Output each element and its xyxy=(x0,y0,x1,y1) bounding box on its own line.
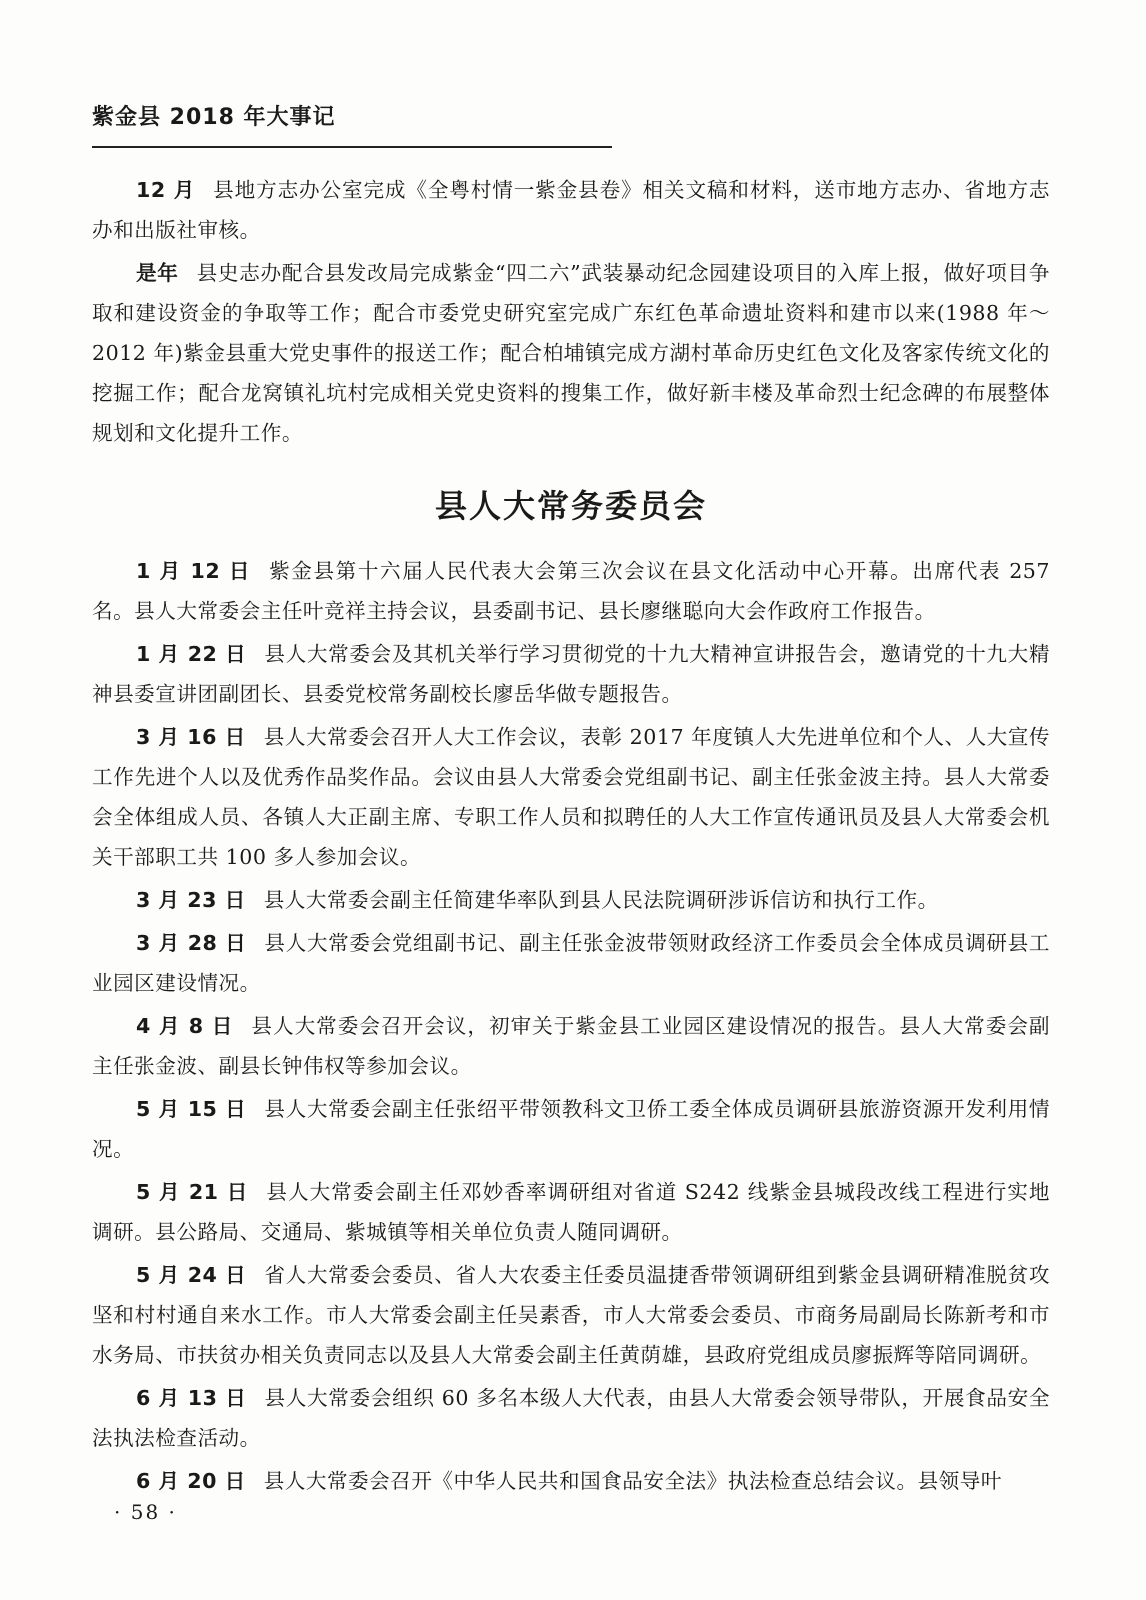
entry-paragraph xyxy=(92,253,1050,453)
entry-text: 县史志办配合县发改局完成紫金“四二六”武装暴动纪念园建设项目的入库上报，做好项目争取和建设资金的争取等工作；配合市委党史研究室完成广东红色革命遗址资料和建市以来(1988 年～2012 年)紫金县重大党史事件的报送工作；配合柏埔镇完成方湖村革命历史红色文化及客家传统文化的挖掘工作；配合龙窝镇礼坑村完成相关党史资料的搜集工作，做好新丰楼及革命烈士纪念碑的布展整体规划和文化提升工作。 xyxy=(92,261,1050,445)
entry-text: 县人大常委会组织 60 多名本级人大代表，由县人大常委会领导带队，开展食品安全法执法检查活动。 xyxy=(92,1386,1051,1450)
entry-date: 3 月 28 日 xyxy=(136,931,247,955)
entry-date: 5 月 21 日 xyxy=(136,1180,249,1204)
entry-paragraph xyxy=(92,551,1050,631)
page-content xyxy=(92,170,1050,1504)
entry-paragraph xyxy=(92,634,1050,714)
entry-paragraph xyxy=(92,880,1050,920)
entry-paragraph xyxy=(92,1006,1050,1086)
entry-text: 省人大常委会委员、省人大农委主任委员温捷香带领调研组到紫金县调研精准脱贫攻坚和村村通自来水工作。市人大常委会副主任吴素香，市人大常委会委员、市商务局副局长陈新考和市水务局、市扶贫办相关负责同志以及县人大常委会副主任黄荫雄，县政府党组成员廖振辉等陪同调研。 xyxy=(92,1263,1051,1367)
entry-text: 县人大常委会副主任简建华率队到县人民法院调研涉诉信访和执行工作。 xyxy=(263,888,939,912)
entry-paragraph xyxy=(92,1089,1050,1169)
entry-paragraph xyxy=(92,1172,1050,1252)
entry-text: 县人大常委会召开会议，初审关于紫金县工业园区建设情况的报告。县人大常委会副主任张金波、副县长钟伟权等参加会议。 xyxy=(92,1014,1051,1078)
entry-date: 6 月 20 日 xyxy=(136,1469,246,1493)
running-header: 紫金县 2018 年大事记 xyxy=(92,105,336,130)
entry-date: 3 月 16 日 xyxy=(136,725,246,749)
entry-text: 县人大常委会及其机关举行学习贯彻党的十九大精神宣讲报告会，邀请党的十九大精神县委宣讲团副团长、县委党校常务副校长廖岳华做专题报告。 xyxy=(92,642,1051,706)
entry-date: 12 月 xyxy=(136,178,196,202)
entry-text: 紫金县第十六届人民代表大会第三次会议在县文化活动中心开幕。出席代表 257 名。县人大常委会主任叶竞祥主持会议，县委副书记、县长廖继聪向大会作政府工作报告。 xyxy=(92,559,1050,623)
entry-date: 6 月 13 日 xyxy=(136,1386,247,1410)
entry-paragraph xyxy=(92,923,1050,1003)
entry-paragraph xyxy=(92,1378,1050,1458)
entry-text: 县人大常委会党组副书记、副主任张金波带领财政经济工作委员会全体成员调研县工业园区建设情况。 xyxy=(92,931,1051,995)
entry-date: 是年 xyxy=(136,261,179,285)
page-number: · 58 · xyxy=(114,1500,177,1524)
entry-text: 县人大常委会召开人大工作会议，表彰 2017 年度镇人大先进单位和个人、人大宣传工作先进个人以及优秀作品奖作品。会议由县人大常委会党组副书记、副主任张金波主持。县人大常委会全体组成人员、各镇人大正副主席、专职工作人员和拟聘任的人大工作宣传通讯员及县人大常委会机关干部职工共 100 多人参加会议。 xyxy=(92,725,1050,869)
entry-date: 1 月 12 日 xyxy=(136,559,252,583)
entry-date: 1 月 22 日 xyxy=(136,642,247,666)
entry-paragraph xyxy=(92,1255,1050,1375)
entry-text: 县人大常委会副主任张绍平带领教科文卫侨工委全体成员调研县旅游资源开发利用情况。 xyxy=(92,1097,1051,1161)
entry-paragraph xyxy=(92,170,1050,250)
entry-paragraph xyxy=(92,717,1050,877)
header-rule xyxy=(92,146,612,148)
entry-date: 3 月 23 日 xyxy=(136,888,246,912)
entry-text: 县地方志办公室完成《全粤村情一紫金县卷》相关文稿和材料，送市地方志办、省地方志办和出版社审核。 xyxy=(92,178,1050,242)
entry-paragraph xyxy=(92,1461,1050,1501)
entry-text: 县人大常委会副主任邓妙香率调研组对省道 S242 线紫金县城段改线工程进行实地调研。县公路局、交通局、紫城镇等相关单位负责人随同调研。 xyxy=(92,1180,1050,1244)
entry-date: 4 月 8 日 xyxy=(136,1014,234,1038)
entry-date: 5 月 24 日 xyxy=(136,1263,247,1287)
section-title: 县人大常务委员会 xyxy=(434,487,707,525)
entry-date: 5 月 15 日 xyxy=(136,1097,247,1121)
entry-text: 县人大常委会召开《中华人民共和国食品安全法》执法检查总结会议。县领导叶 xyxy=(263,1469,1002,1493)
